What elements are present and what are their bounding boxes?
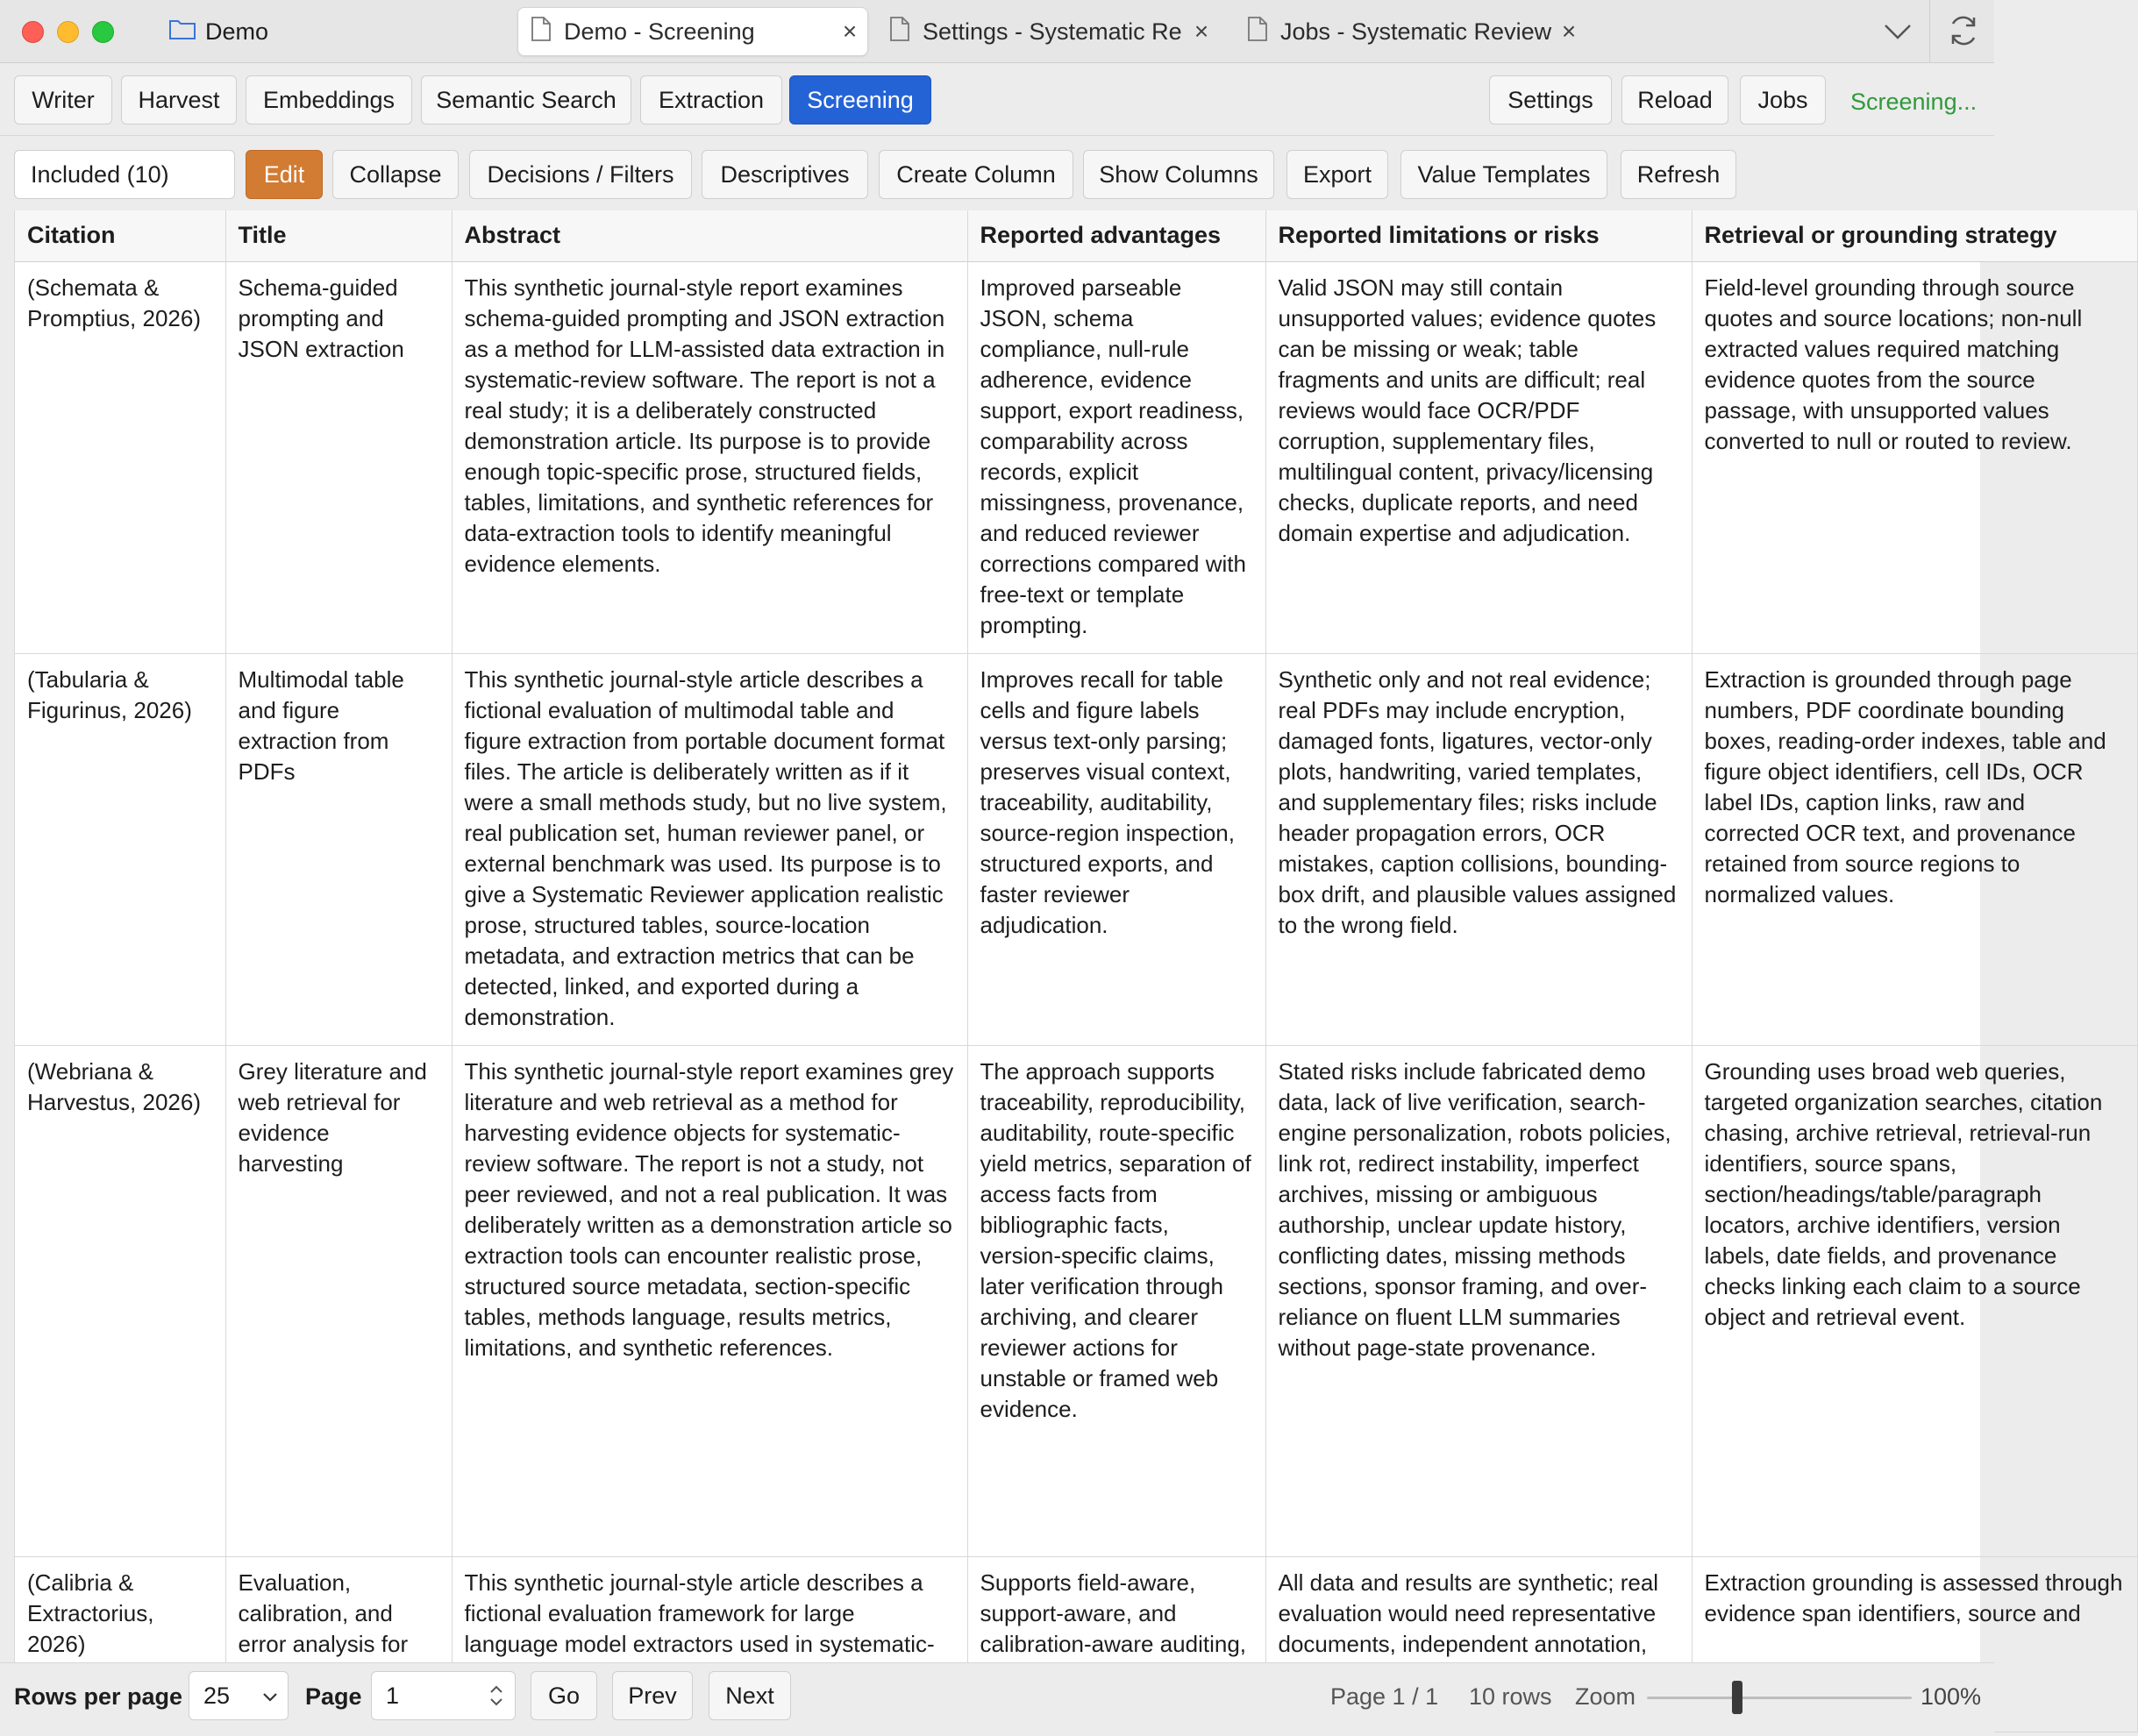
page-number-value: 1	[386, 1682, 400, 1709]
screening-table[interactable]	[14, 210, 2123, 1662]
close-tab-icon[interactable]: ×	[1194, 18, 1209, 45]
cell-citation[interactable]: (Schemata & Promptius, 2026)	[15, 261, 225, 653]
tab-jobs[interactable]	[1235, 7, 1577, 56]
rows-per-page-value: 25	[203, 1682, 231, 1709]
decision-filter-select[interactable]: Included (10)	[14, 150, 235, 199]
table-header-row	[15, 210, 2137, 261]
title-bar	[0, 0, 1994, 63]
settings-button[interactable]: Settings	[1489, 75, 1612, 125]
divider	[1929, 0, 1930, 63]
cell-retrieval[interactable]: Grounding uses broad web queries, targeted organization searches, citation chasing, archive retrieval, retrieval-run identifiers, source spans, section/headings/table/paragraph locators, archive identifiers, version labels, date fields, and provenance checks linking each claim to a source object and retrieval event.	[1692, 1045, 2137, 1556]
minimize-window-button[interactable]	[57, 21, 79, 43]
close-window-button[interactable]	[22, 21, 44, 43]
column-header-retrieval[interactable]: Retrieval or grounding strategy	[1692, 210, 2137, 261]
tab-settings[interactable]	[877, 7, 1219, 56]
cell-citation[interactable]: (Tabularia & Figurinus, 2026)	[15, 653, 225, 1045]
tab-demo-screening[interactable]	[517, 7, 868, 56]
cell-advantages[interactable]: Supports field-aware, support-aware, and calibration-aware auditing,	[967, 1556, 1265, 1732]
refresh-button[interactable]: Refresh	[1621, 150, 1736, 199]
cell-advantages[interactable]: Improved parseable JSON, schema compliance, null-rule adherence, evidence support, export readiness, comparability across records, explicit missingness, provenance, and reduced reviewer corrections compared with free-text or template prompting.	[967, 261, 1265, 653]
cell-retrieval[interactable]: Field-level grounding through source quotes and source locations; non-null extracted values required matching evidence quotes from the source passage, with unsupported values converted to null or routed to review.	[1692, 261, 2137, 653]
rows-per-page-select[interactable]	[189, 1671, 289, 1720]
tab-label: Settings - Systematic Re	[923, 18, 1182, 45]
column-header-citation[interactable]: Citation	[15, 210, 225, 261]
decisions-filters-button[interactable]: Decisions / Filters	[469, 150, 692, 199]
page-number-input[interactable]	[371, 1671, 516, 1720]
column-header-title[interactable]: Title	[225, 210, 452, 261]
table-row[interactable]	[15, 653, 2137, 1045]
cell-citation[interactable]: (Webriana & Harvestus, 2026)	[15, 1045, 225, 1556]
show-columns-button[interactable]: Show Columns	[1083, 150, 1274, 199]
cell-abstract[interactable]: This synthetic journal-style report examines grey literature and web retrieval as a method for harvesting evidence objects for systematic-review software. The report is not a study, not peer reviewed, and not a real publication. It was deliberately written as a demonstration article so extraction tools can encounter realistic prose, structured source metadata, section-specific tables, methods language, results metrics, limitations, and synthetic references.	[452, 1045, 967, 1556]
chevron-down-icon	[261, 1686, 279, 1713]
value-templates-button[interactable]: Value Templates	[1400, 150, 1607, 199]
cell-limitations[interactable]: Valid JSON may still contain unsupported values; evidence quotes can be missing or weak; table fragments and units are difficult; real reviews would face OCR/PDF corruption, supplementary files, multilingual content, privacy/licensing checks, duplicate reports, and need domain expertise and adjudication.	[1265, 261, 1692, 653]
zoom-window-button[interactable]	[92, 21, 114, 43]
cell-abstract[interactable]: This synthetic journal-style article describes a fictional evaluation framework for large language model extractors used in systematic-	[452, 1556, 967, 1732]
tab-label: Jobs - Systematic Review	[1280, 18, 1552, 45]
jobs-button[interactable]: Jobs	[1740, 75, 1826, 125]
descriptives-button[interactable]: Descriptives	[702, 150, 868, 199]
close-tab-icon[interactable]: ×	[1561, 18, 1577, 45]
next-button[interactable]: Next	[709, 1671, 791, 1720]
cell-title[interactable]: Schema-guided prompting and JSON extraction	[225, 261, 452, 653]
project-name: Demo	[205, 18, 269, 45]
zoom-slider-thumb[interactable]	[1732, 1681, 1742, 1714]
cell-advantages[interactable]: The approach supports traceability, reproducibility, auditability, route-specific yield metrics, separation of access facts from bibliographic facts, version-specific claims, later verification through archiving, and clearer reviewer actions for unstable or framed web evidence.	[967, 1045, 1265, 1556]
column-header-advantages[interactable]: Reported advantages	[967, 210, 1265, 261]
cell-abstract[interactable]: This synthetic journal-style report examines schema-guided prompting and JSON extraction as a method for LLM-assisted data extraction in systematic-review software. The report is not a real study; it is a deliberately constructed demonstration article. Its purpose is to provide enough topic-specific prose, structured fields, tables, limitations, and synthetic references for data-extraction tools to identify meaningful evidence elements.	[452, 261, 967, 653]
refresh-icon[interactable]	[1945, 12, 1982, 49]
status-text: Screening...	[1850, 89, 1978, 115]
close-tab-icon[interactable]: ×	[842, 18, 858, 45]
table-row[interactable]	[15, 1045, 2137, 1556]
column-header-limitations[interactable]: Reported limitations or risks	[1265, 210, 1692, 261]
project-selector[interactable]	[168, 16, 268, 47]
zoom-value: 100%	[1921, 1683, 1982, 1710]
row-count: 10 rows	[1469, 1683, 1552, 1710]
rows-per-page-label: Rows per page	[14, 1683, 183, 1710]
edit-button[interactable]: Edit	[246, 150, 323, 199]
cell-citation[interactable]: (Calibria & Extractorius, 2026)	[15, 1556, 225, 1732]
create-column-button[interactable]: Create Column	[879, 150, 1073, 199]
folder-icon	[168, 18, 196, 46]
cell-limitations[interactable]: Stated risks include fabricated demo data, lack of live verification, search-engine personalization, robots policies, link rot, redirect instability, imperfect archives, missing or ambiguous authorship, unclear update history, conflicting dates, missing methods sections, sponsor framing, and over-reliance on fluent LLM summaries without page-state provenance.	[1265, 1045, 1692, 1556]
cell-abstract[interactable]: This synthetic journal-style article describes a fictional evaluation of multimodal table and figure extraction from portable document format files. The article is deliberately written as if it were a small methods study, but no live system, real publication set, human reviewer panel, or external benchmark was used. Its purpose is to give a Systematic Reviewer application realistic prose, structured tables, source-location metadata, and extraction metrics that can be detected, linked, and exported during a demonstration.	[452, 653, 967, 1045]
tab-label: Demo - Screening	[564, 18, 755, 45]
cell-title[interactable]: Grey literature and web retrieval for evidence harvesting	[225, 1045, 452, 1556]
export-button[interactable]: Export	[1286, 150, 1388, 199]
table-row[interactable]	[15, 261, 2137, 653]
nav-extraction-button[interactable]: Extraction	[640, 75, 782, 125]
pagination-bar	[0, 1662, 1994, 1736]
nav-screening-button[interactable]: Screening	[789, 75, 931, 125]
cell-title[interactable]: Evaluation, calibration, and error analysis for	[225, 1556, 452, 1732]
document-icon	[889, 16, 910, 48]
cell-retrieval[interactable]: Extraction is grounded through page numbers, PDF coordinate bounding boxes, reading-order indexes, table and figure object identifiers, cell IDs, OCR label IDs, caption links, raw and corrected OCR text, and provenance retained from source regions to normalized values.	[1692, 653, 2137, 1045]
cell-advantages[interactable]: Improves recall for table cells and figure labels versus text-only parsing; preserves visual context, traceability, auditability, source-region inspection, structured exports, and faster reviewer adjudication.	[967, 653, 1265, 1045]
stepper-icon[interactable]	[487, 1681, 506, 1717]
zoom-label: Zoom	[1575, 1683, 1636, 1710]
nav-writer-button[interactable]: Writer	[14, 75, 112, 125]
cell-retrieval[interactable]: Extraction grounding is assessed through evidence span identifiers, source and	[1692, 1556, 2137, 1732]
nav-embeddings-button[interactable]: Embeddings	[246, 75, 412, 125]
document-icon	[531, 16, 552, 48]
chevron-down-icon[interactable]	[1880, 16, 1915, 47]
cell-title[interactable]: Multimodal table and figure extraction from PDFs	[225, 653, 452, 1045]
cell-limitations[interactable]: Synthetic only and not real evidence; real PDFs may include encryption, damaged fonts, ligatures, vector-only plots, handwriting, varied templates, and supplementary files; risks include header propagation errors, OCR mistakes, caption collisions, bounding-box drift, and plausible values assigned to the wrong field.	[1265, 653, 1692, 1045]
zoom-slider-track[interactable]	[1647, 1697, 1912, 1699]
nav-semantic-search-button[interactable]: Semantic Search	[421, 75, 631, 125]
nav-harvest-button[interactable]: Harvest	[121, 75, 237, 125]
column-header-abstract[interactable]: Abstract	[452, 210, 967, 261]
prev-button[interactable]: Prev	[612, 1671, 693, 1720]
go-button[interactable]: Go	[531, 1671, 597, 1720]
collapse-button[interactable]: Collapse	[332, 150, 459, 199]
reload-button[interactable]: Reload	[1621, 75, 1728, 125]
page-label: Page	[305, 1683, 362, 1710]
cell-limitations[interactable]: All data and results are synthetic; real evaluation would need representative documents, independent annotation,	[1265, 1556, 1692, 1732]
page-status: Page 1 / 1	[1330, 1683, 1439, 1710]
document-icon	[1247, 16, 1268, 48]
